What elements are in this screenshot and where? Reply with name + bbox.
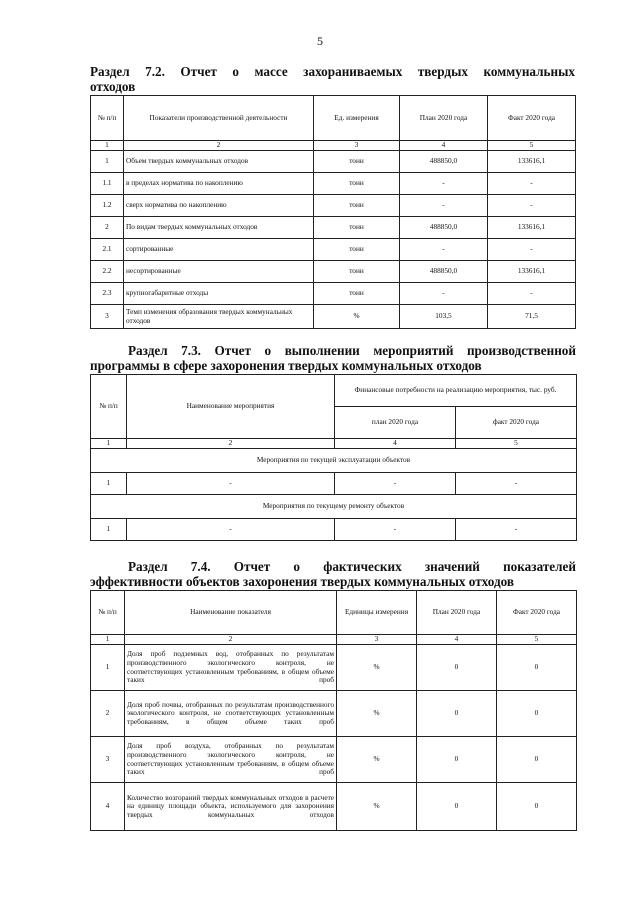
row-unit: тонн <box>314 173 400 195</box>
row-name: Доля проб почвы, отобранных по результатам производственного экологического контроля, не соответствующих установленным требованиям, в общем объеме таких проб <box>125 691 337 737</box>
column-number: 3 <box>314 141 400 151</box>
row-unit: % <box>337 783 417 831</box>
group-heading: Мероприятия по текущему ремонту объектов <box>91 495 577 519</box>
header-cell: план 2020 года <box>335 407 456 439</box>
row-unit: % <box>337 691 417 737</box>
header-cell: Ед. измерения <box>314 96 400 141</box>
table-row <box>91 691 577 737</box>
header-cell: факт 2020 года <box>456 407 577 439</box>
row-name: Количество возгораний твердых коммунальных отходов в расчете на единицу площади объекта, используемого для захоронения твердых коммунальных отходов <box>125 783 337 831</box>
row-fact: 71,5 <box>488 305 576 329</box>
row-fact: 0 <box>497 737 577 783</box>
row-unit: тонн <box>314 261 400 283</box>
efficiency-indicators-table <box>90 590 577 831</box>
column-number: 2 <box>125 635 337 645</box>
header-cell: № п/п <box>91 96 124 141</box>
row-unit: % <box>314 305 400 329</box>
mass-report-table <box>90 95 576 329</box>
row-plan: - <box>400 239 488 261</box>
header-cell: Показатели производственной деятельности <box>124 96 314 141</box>
row-number: 2.1 <box>91 239 124 261</box>
row-plan: 488850,0 <box>400 261 488 283</box>
table-row <box>91 283 576 305</box>
row-label: в пределах норматива по накоплению <box>124 173 314 195</box>
row-plan: - <box>400 173 488 195</box>
row-fact: - <box>456 473 577 495</box>
row-number: 2 <box>91 217 124 239</box>
table-row <box>91 519 577 541</box>
section-7-4-title-line2: эффективности объектов захоронения твердых коммунальных отходов <box>90 574 515 589</box>
row-fact: 0 <box>497 783 577 831</box>
row-unit: тонн <box>314 195 400 217</box>
program-measures-table <box>90 374 577 541</box>
row-number: 3 <box>91 737 125 783</box>
header-cell: Факт 2020 года <box>497 591 577 635</box>
table-row <box>91 217 576 239</box>
section-7-3-title-line1: Раздел 7.3. Отчет о выполнении мероприятий производственной <box>128 343 576 358</box>
column-number: 5 <box>488 141 576 151</box>
column-number: 2 <box>124 141 314 151</box>
row-name: Доля проб воздуха, отобранных по результатам производственного экологического контроля, не соответствующих установленным требованиям, в общем объеме таких проб <box>125 737 337 783</box>
row-unit: тонн <box>314 239 400 261</box>
row-name: - <box>127 473 335 495</box>
section-7-2-title-line1: Раздел 7.2. Отчет о массе захораниваемых твердых коммунальных <box>90 64 575 79</box>
table-header-row <box>91 375 577 407</box>
row-fact: - <box>488 239 576 261</box>
column-number: 3 <box>337 635 417 645</box>
header-cell: План 2020 года <box>400 96 488 141</box>
row-label: Объем твердых коммунальных отходов <box>124 151 314 173</box>
section-7-2-title <box>90 64 575 94</box>
column-number: 1 <box>91 439 127 449</box>
column-number-row <box>91 635 577 645</box>
row-fact: 133616,1 <box>488 151 576 173</box>
row-plan: 488850,0 <box>400 151 488 173</box>
column-number-row <box>91 439 577 449</box>
column-number-row <box>91 141 576 151</box>
group-row <box>91 495 577 519</box>
column-number: 5 <box>497 635 577 645</box>
row-label: сортированные <box>124 239 314 261</box>
table-row <box>91 473 577 495</box>
column-number: 4 <box>417 635 497 645</box>
table-row <box>91 737 577 783</box>
row-number: 1 <box>91 519 127 541</box>
table-header-row <box>91 591 577 635</box>
row-number: 1.2 <box>91 195 124 217</box>
column-number: 4 <box>400 141 488 151</box>
row-plan: 103,5 <box>400 305 488 329</box>
header-cell: Наименование мероприятия <box>127 375 335 439</box>
table-row <box>91 195 576 217</box>
table-row <box>91 173 576 195</box>
section-7-2-title-line2: отходов <box>90 79 136 94</box>
header-cell: План 2020 года <box>417 591 497 635</box>
row-plan: 0 <box>417 783 497 831</box>
row-plan: 0 <box>417 691 497 737</box>
header-cell: № п/п <box>91 591 125 635</box>
row-label: По видам твердых коммунальных отходов <box>124 217 314 239</box>
row-unit: % <box>337 737 417 783</box>
table-row <box>91 783 577 831</box>
row-number: 1.1 <box>91 173 124 195</box>
row-fact: - <box>488 173 576 195</box>
row-plan: - <box>400 283 488 305</box>
row-number: 1 <box>91 151 124 173</box>
column-number: 1 <box>91 635 125 645</box>
section-7-4-title-line1: Раздел 7.4. Отчет о фактических значений показателей <box>128 559 576 574</box>
row-number: 1 <box>91 473 127 495</box>
row-label: крупногабаритные отходы <box>124 283 314 305</box>
row-label: сверх норматива по накоплению <box>124 195 314 217</box>
row-number: 4 <box>91 783 125 831</box>
table-row <box>91 151 576 173</box>
column-number: 4 <box>335 439 456 449</box>
row-number: 1 <box>91 645 125 691</box>
row-plan: 488850,0 <box>400 217 488 239</box>
row-plan: - <box>400 195 488 217</box>
row-fact: 133616,1 <box>488 261 576 283</box>
column-number: 2 <box>127 439 335 449</box>
row-number: 3 <box>91 305 124 329</box>
row-plan: - <box>335 519 456 541</box>
table-row <box>91 261 576 283</box>
row-fact: - <box>488 195 576 217</box>
row-unit: тонн <box>314 217 400 239</box>
row-fact: - <box>488 283 576 305</box>
group-row <box>91 449 577 473</box>
table-row <box>91 305 576 329</box>
row-unit: тонн <box>314 283 400 305</box>
group-heading: Мероприятия по текущей эксплуатации объектов <box>91 449 577 473</box>
row-number: 2 <box>91 691 125 737</box>
header-cell: Финансовые потребности на реализацию мероприятия, тыс. руб. <box>335 375 577 407</box>
section-7-3-title <box>90 343 576 373</box>
header-cell: Единицы измерения <box>337 591 417 635</box>
row-number: 2.2 <box>91 261 124 283</box>
row-label: несортированные <box>124 261 314 283</box>
section-7-4-title <box>90 559 576 589</box>
row-plan: - <box>335 473 456 495</box>
header-cell: № п/п <box>91 375 127 439</box>
row-fact: 133616,1 <box>488 217 576 239</box>
row-label: Темп изменения образования твердых коммунальных отходов <box>124 305 314 329</box>
row-plan: 0 <box>417 645 497 691</box>
row-number: 2.3 <box>91 283 124 305</box>
row-plan: 0 <box>417 737 497 783</box>
row-unit: % <box>337 645 417 691</box>
row-fact: 0 <box>497 645 577 691</box>
table-row <box>91 239 576 261</box>
page-number: 5 <box>317 34 323 48</box>
row-fact: - <box>456 519 577 541</box>
table-row <box>91 645 577 691</box>
row-unit: тонн <box>314 151 400 173</box>
row-name: - <box>127 519 335 541</box>
table-header-row <box>91 96 576 141</box>
header-cell: Факт 2020 года <box>488 96 576 141</box>
header-cell: Наименование показателя <box>125 591 337 635</box>
row-name: Доля проб подземных вод, отобранных по результатам производственного экологического контроля, не соответствующих установленным требованиям, в общем объеме таких проб <box>125 645 337 691</box>
column-number: 1 <box>91 141 124 151</box>
column-number: 5 <box>456 439 577 449</box>
section-7-3-title-line2: программы в сфере захоронения твердых коммунальных отходов <box>90 358 482 373</box>
row-fact: 0 <box>497 691 577 737</box>
